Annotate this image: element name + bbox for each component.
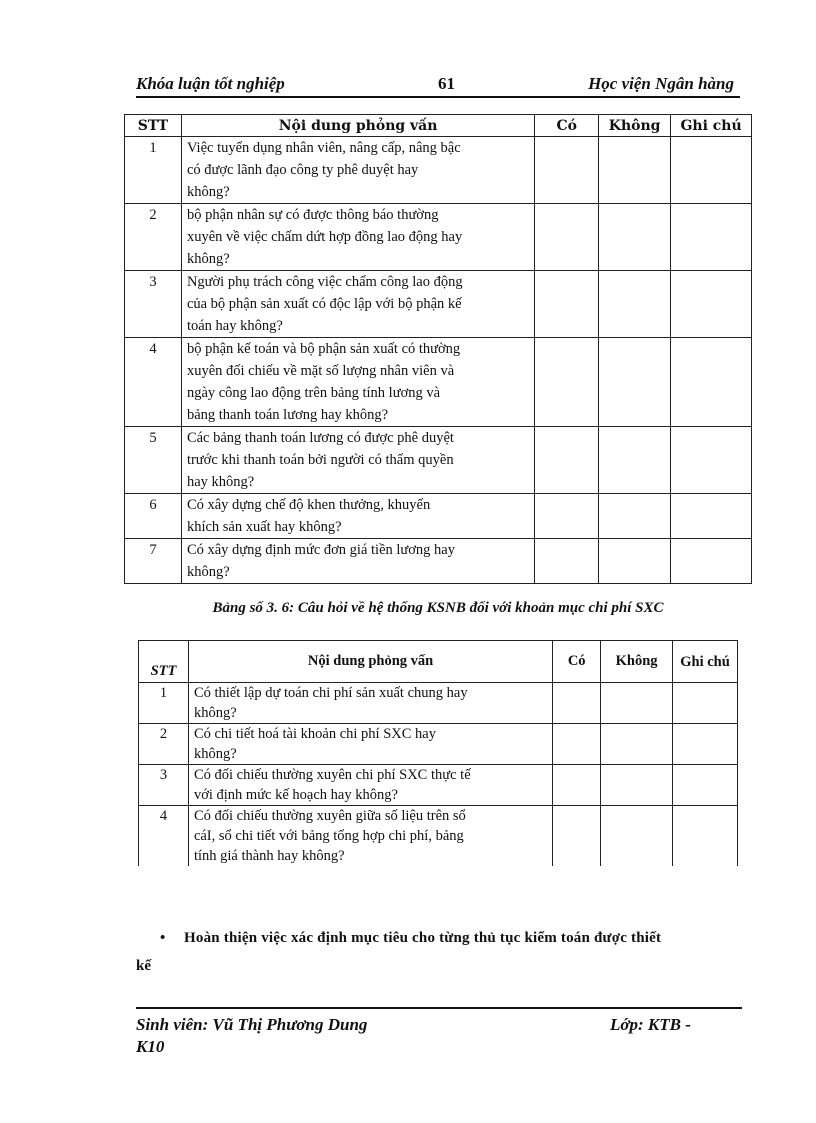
table-row xyxy=(125,494,752,539)
footer-student: Sinh viên: Vũ Thị Phương Dung xyxy=(136,1015,368,1034)
header-title: Khóa luận tốt nghiệp xyxy=(136,74,285,93)
question-line: toán hay không? xyxy=(186,318,283,334)
answer-no-cell xyxy=(601,806,673,867)
answer-yes-cell xyxy=(535,427,599,494)
row-number: 3 xyxy=(125,271,182,338)
note-cell xyxy=(671,494,752,539)
header-institution: Học viện Ngân hàng xyxy=(588,74,734,93)
answer-no-cell xyxy=(599,539,671,584)
answer-yes-cell xyxy=(535,338,599,427)
question-line: tính giá thành hay không? xyxy=(193,848,345,864)
row-number: 3 xyxy=(139,765,189,806)
row-question xyxy=(181,539,534,584)
question-line: hay không? xyxy=(186,474,255,490)
answer-yes-cell xyxy=(535,204,599,271)
row-number: 5 xyxy=(125,427,182,494)
row-question xyxy=(188,724,552,765)
col-note: Ghi chú xyxy=(671,115,752,137)
col-stt: STT xyxy=(139,641,189,683)
answer-no-cell xyxy=(601,724,673,765)
row-number: 1 xyxy=(125,137,182,204)
question-line: xuyên về việc chấm dứt hợp đồng lao động hay xyxy=(186,229,463,245)
col-content: Nội dung phỏng vấn xyxy=(181,115,534,137)
col-yes: Có xyxy=(535,115,599,137)
row-number: 2 xyxy=(139,724,189,765)
answer-yes-cell xyxy=(553,683,601,724)
interview-table-salary xyxy=(124,114,752,584)
answer-yes-cell xyxy=(535,137,599,204)
col-stt: STT xyxy=(125,115,182,137)
note-cell xyxy=(673,765,738,806)
question-line: xuyên đối chiếu về mặt số lượng nhân viên và xyxy=(186,363,455,379)
table-header-row xyxy=(125,115,752,137)
question-line: ngày công lao động trên bảng tính lương và xyxy=(186,385,441,401)
page-footer xyxy=(136,1014,742,1062)
question-line: không? xyxy=(186,251,230,267)
question-line: có được lãnh đạo công ty phê duyệt hay xyxy=(186,162,419,178)
col-no: Không xyxy=(599,115,671,137)
question-line: Có chi tiết hoá tài khoản chi phí SXC hay xyxy=(193,726,436,742)
question-line: không? xyxy=(186,564,230,580)
question-line: bộ phận nhân sự có được thông báo thường xyxy=(186,207,439,223)
answer-no-cell xyxy=(601,683,673,724)
note-cell xyxy=(671,271,752,338)
answer-yes-cell xyxy=(553,806,601,867)
question-line: Có thiết lập dự toán chi phí sản xuất chung hay xyxy=(193,685,468,701)
table-row xyxy=(139,765,738,806)
row-question xyxy=(188,765,552,806)
col-note: Ghi chú xyxy=(673,641,738,683)
answer-yes-cell xyxy=(535,271,599,338)
row-number: 4 xyxy=(139,806,189,867)
answer-yes-cell xyxy=(553,724,601,765)
row-question xyxy=(188,683,552,724)
answer-no-cell xyxy=(599,427,671,494)
bullet-text-line2: kế xyxy=(136,958,151,974)
row-number: 7 xyxy=(125,539,182,584)
table-row xyxy=(125,204,752,271)
note-cell xyxy=(673,724,738,765)
footer-class: Lớp: KTB - xyxy=(610,1015,691,1034)
answer-no-cell xyxy=(599,271,671,338)
question-line: với định mức kế hoạch hay không? xyxy=(193,787,398,803)
question-line: Có đối chiếu thường xuyên chi phí SXC thực tế xyxy=(193,767,471,783)
table-row xyxy=(125,427,752,494)
question-line: của bộ phận sản xuất có độc lập với bộ phận kế xyxy=(186,296,462,312)
answer-yes-cell xyxy=(535,494,599,539)
bullet-text-line1: Hoàn thiện việc xác định mục tiêu cho từng thủ tục kiểm toán được thiết xyxy=(184,930,662,946)
row-number: 1 xyxy=(139,683,189,724)
question-line: không? xyxy=(186,184,230,200)
row-question xyxy=(181,271,534,338)
note-cell xyxy=(671,427,752,494)
note-cell xyxy=(673,683,738,724)
question-line: Có xây dựng chế độ khen thưởng, khuyến xyxy=(186,497,431,513)
answer-no-cell xyxy=(601,765,673,806)
row-question xyxy=(188,806,552,867)
note-cell xyxy=(671,338,752,427)
question-line: Có xây dựng định mức đơn giá tiền lương hay xyxy=(186,542,455,558)
note-cell xyxy=(671,137,752,204)
answer-no-cell xyxy=(599,338,671,427)
answer-no-cell xyxy=(599,204,671,271)
table-row xyxy=(139,683,738,724)
page-header xyxy=(136,74,740,98)
question-line: Người phụ trách công việc chấm công lao động xyxy=(186,274,463,290)
answer-yes-cell xyxy=(535,539,599,584)
col-yes: Có xyxy=(553,641,601,683)
answer-no-cell xyxy=(599,137,671,204)
row-number: 6 xyxy=(125,494,182,539)
table-row xyxy=(125,137,752,204)
row-question xyxy=(181,338,534,427)
table-row xyxy=(125,271,752,338)
question-line: Việc tuyển dụng nhân viên, nâng cấp, nâng bậc xyxy=(186,140,461,156)
footer-divider xyxy=(136,1007,742,1009)
table-header-row xyxy=(139,641,738,683)
table-row xyxy=(125,338,752,427)
interview-table-sxc xyxy=(138,640,738,866)
col-no: Không xyxy=(601,641,673,683)
question-line: Các bảng thanh toán lương có được phê duyệt xyxy=(186,430,454,446)
table-row xyxy=(125,539,752,584)
table-row xyxy=(139,724,738,765)
question-line: bảng thanh toán lương hay không? xyxy=(186,407,389,423)
row-number: 2 xyxy=(125,204,182,271)
note-cell xyxy=(673,806,738,867)
table-caption: Bảng số 3. 6: Câu hỏi về hệ thống KSNB đối với khoản mục chi phí SXC xyxy=(212,600,664,616)
page-number: 61 xyxy=(438,74,455,93)
question-line: khích sản xuất hay không? xyxy=(186,519,342,535)
row-question xyxy=(181,137,534,204)
note-cell xyxy=(671,539,752,584)
question-line: cáI, sổ chi tiết với bảng tổng hợp chi phí, bảng xyxy=(193,828,464,844)
question-line: Có đối chiếu thường xuyên giữa số liệu trên sổ xyxy=(193,808,466,824)
answer-no-cell xyxy=(599,494,671,539)
row-question xyxy=(181,427,534,494)
note-cell xyxy=(671,204,752,271)
question-line: không? xyxy=(193,705,237,721)
answer-yes-cell xyxy=(553,765,601,806)
table-row xyxy=(139,806,738,867)
question-line: không? xyxy=(193,746,237,762)
row-question xyxy=(181,204,534,271)
col-content: Nội dung phỏng vấn xyxy=(188,641,552,683)
question-line: trước khi thanh toán bởi người có thẩm quyền xyxy=(186,452,454,468)
question-line: bộ phận kế toán và bộ phận sản xuất có thường xyxy=(186,341,461,357)
row-number: 4 xyxy=(125,338,182,427)
row-question xyxy=(181,494,534,539)
footer-class-cont: K10 xyxy=(136,1037,165,1056)
bullet-dot: • xyxy=(160,930,166,946)
